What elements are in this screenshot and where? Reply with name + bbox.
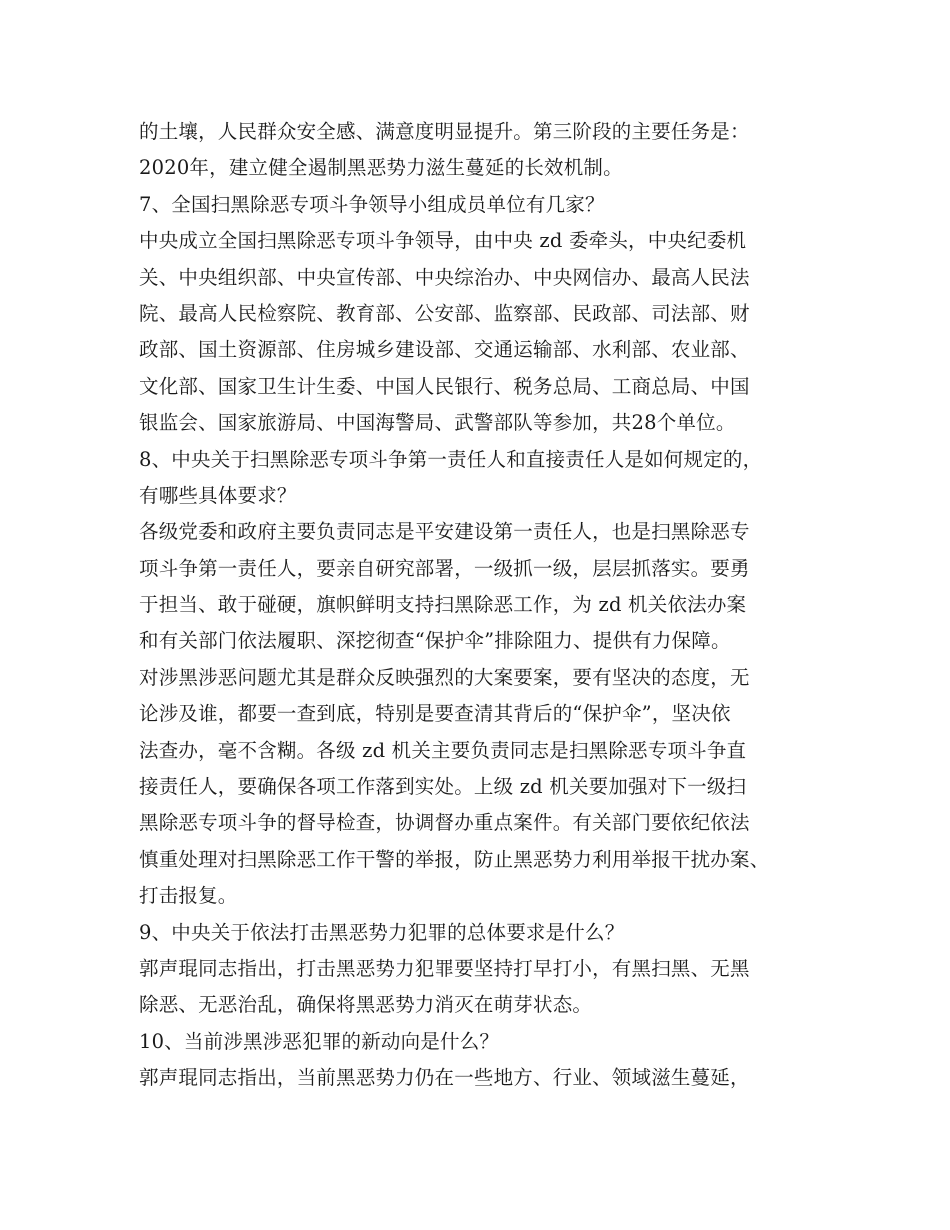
text-line: 文化部、国家卫生计生委、中国人民银行、税务总局、工商总局、中国 [139, 374, 750, 398]
text-line: 除恶、无恶治乱，确保将黑恶势力消灭在萌芽状态。 [139, 993, 593, 1017]
text-line: 郭声琨同志指出，打击黑恶势力犯罪要坚持打早打小，有黑扫黑、无黑 [139, 956, 750, 980]
question-heading: 有哪些具体要求？ [139, 483, 297, 507]
text-line: 院、最高人民检察院、教育部、公安部、监察部、民政部、司法部、财 [139, 301, 750, 325]
text-line: 接责任人，要确保各项工作落到实处。上级 zd 机关要加强对下一级扫 [139, 775, 747, 799]
text-line: 关、中央组织部、中央宣传部、中央综治办、中央网信办、最高人民法 [139, 265, 750, 289]
text-line: 的土壤，人民群众安全感、满意度明显提升。第三阶段的主要任务是： [139, 120, 750, 143]
text-line: 和有关部门依法履职、深挖彻查“保护伞”排除阻力、提供有力保障。 [139, 629, 731, 653]
text-line: 郭声琨同志指出，当前黑恶势力仍在一些地方、行业、领域滋生蔓延， [139, 1066, 750, 1090]
text-line: 打击报复。 [139, 884, 238, 908]
text-line: 法查办，毫不含糊。各级 zd 机关主要负责同志是扫黑除恶专项斗争直 [139, 738, 747, 762]
text-line: 对涉黑涉恶问题尤其是群众反映强烈的大案要案，要有坚决的态度，无 [139, 665, 750, 689]
text-line: 2020年，建立健全遏制黑恶势力滋生蔓延的长效机制。 [139, 156, 623, 180]
text-line: 各级党委和政府主要负责同志是平安建设第一责任人，也是扫黑除恶专 [139, 520, 750, 544]
text-line: 论涉及谁，都要一查到底，特别是要查清其背后的“保护伞”，坚决依 [139, 702, 731, 726]
text-line: 慎重处理对扫黑除恶工作干警的举报，防止黑恶势力利用举报干扰办案、 [139, 847, 770, 871]
text-line: 黑除恶专项斗争的督导检查，协调督办重点案件。有关部门要依纪依法 [139, 811, 750, 835]
text-line: 于担当、敢于碰硬，旗帜鲜明支持扫黑除恶工作，为 zd 机关依法办案 [139, 593, 747, 617]
text-line: 银监会、国家旅游局、中国海警局、武警部队等参加，共28个单位。 [139, 411, 736, 435]
text-line: 中央成立全国扫黑除恶专项斗争领导，由中央 zd 委牵头，中央纪委机 [139, 229, 747, 253]
text-line: 项斗争第一责任人，要亲自研究部署，一级抓一级，层层抓落实。要勇 [139, 556, 750, 580]
text-line: 政部、国土资源部、住房城乡建设部、交通运输部、水利部、农业部、 [139, 338, 750, 362]
document-body [139, 114, 829, 1097]
question-heading: 8、中央关于扫黑除恶专项斗争第一责任人和直接责任人是如何规定的， [139, 447, 763, 471]
question-heading: 7、全国扫黑除恶专项斗争领导小组成员单位有几家？ [139, 192, 605, 216]
question-heading: 10、当前涉黑涉恶犯罪的新动向是什么？ [139, 1029, 500, 1053]
question-heading: 9、中央关于依法打击黑恶势力犯罪的总体要求是什么？ [139, 920, 625, 944]
